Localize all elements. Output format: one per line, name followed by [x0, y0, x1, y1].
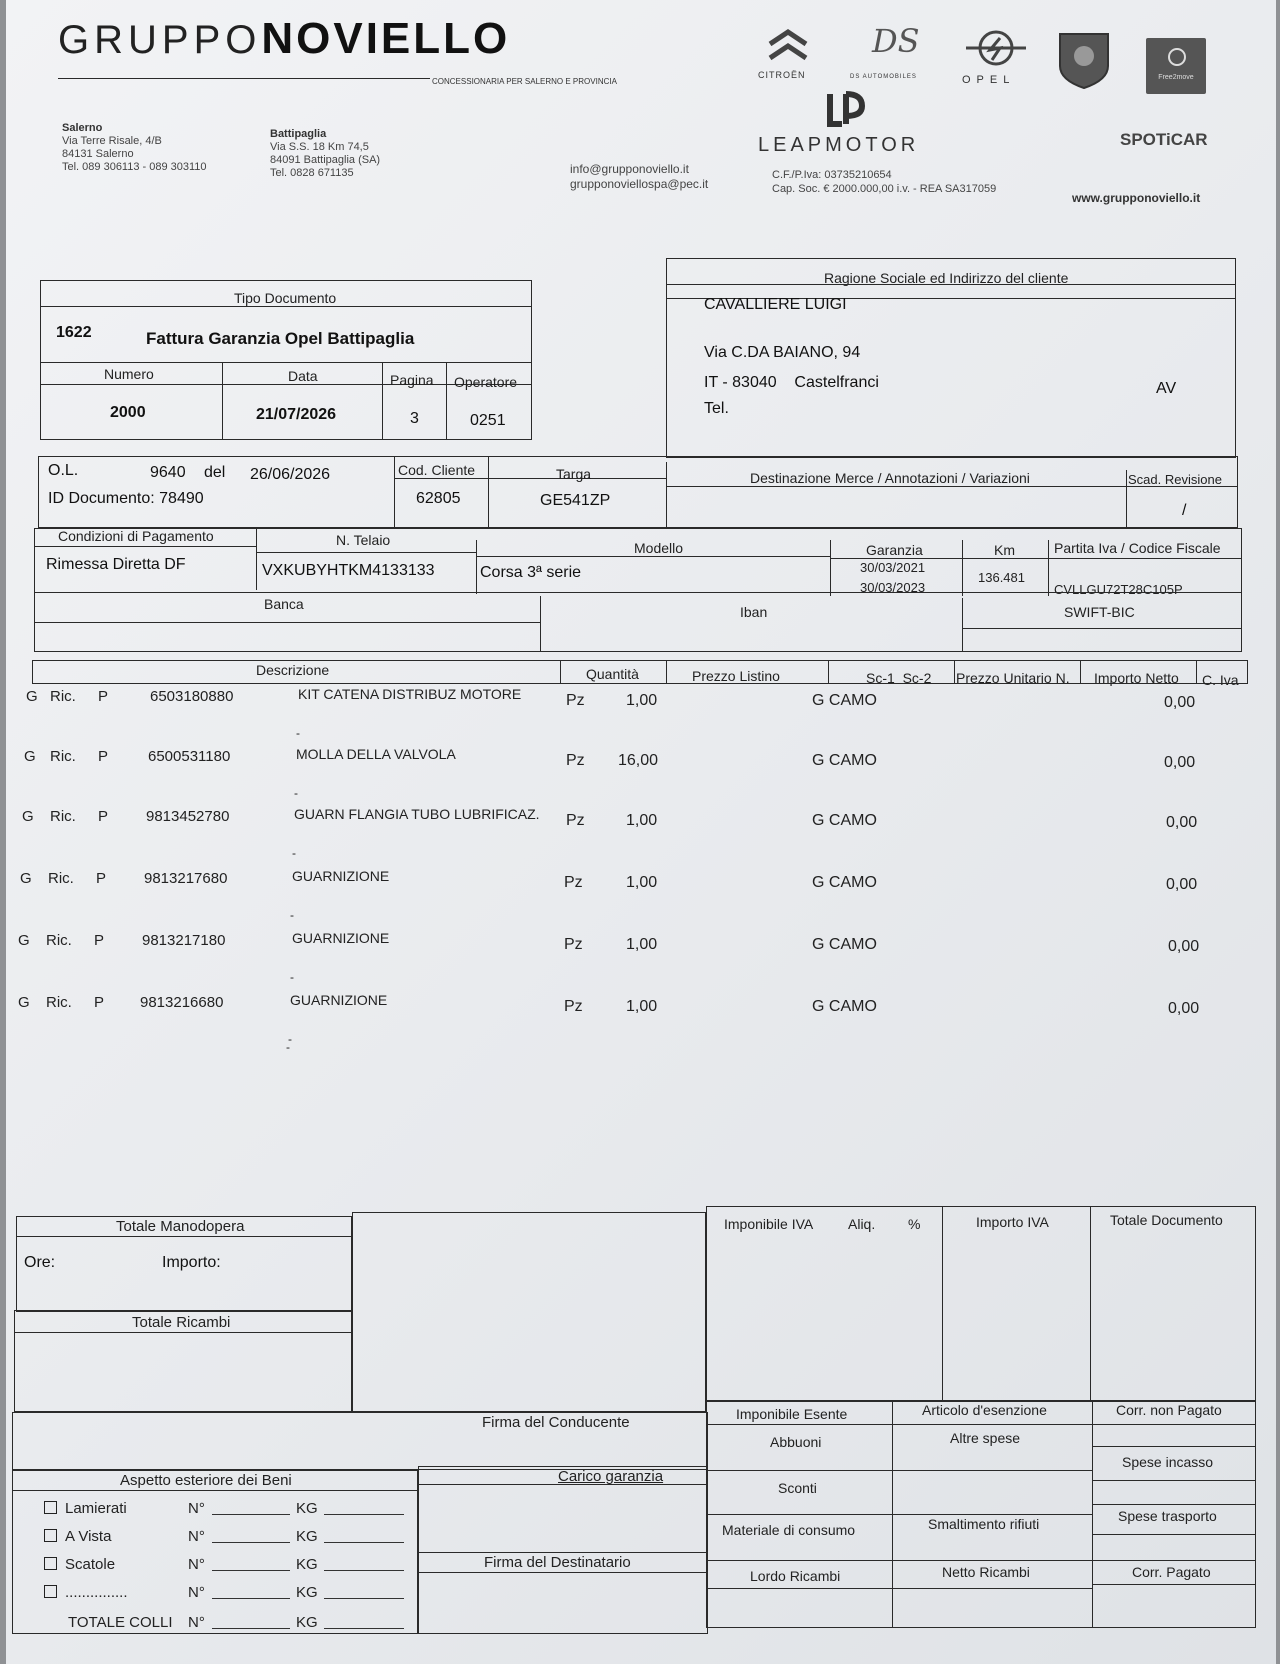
item-desc: GUARNIZIONE [290, 992, 388, 1008]
item-p: P [98, 748, 109, 765]
item-desc: GUARN FLANGIA TUBO LUBRIFICAZ. [294, 806, 540, 822]
item-desc: GUARNIZIONE [292, 868, 390, 884]
item-iva: G CAMO [812, 874, 877, 891]
operatore-value: 0251 [470, 412, 506, 429]
client-address: Via C.DA BAIANO, 94 [704, 344, 861, 361]
telaio-value: VXKUBYHTKM4133133 [262, 562, 435, 579]
item-um: Pz [564, 998, 583, 1015]
item-qty: 1,00 [626, 692, 658, 709]
brand-ds: DS AUTOMOBILES [850, 74, 917, 80]
operatore-label: Operatore [454, 374, 518, 390]
invoice-page [6, 0, 1276, 1664]
item-p: P [98, 688, 109, 705]
doc-type: Fattura Garanzia Opel Battipaglia [146, 329, 415, 348]
importo-label: Importo: [162, 1254, 221, 1271]
company-emails [570, 162, 708, 192]
aspetto-label: Aspetto esteriore dei Beni [120, 1472, 292, 1489]
col-c-iva: C. Iva [1202, 672, 1239, 688]
sconti-label: Sconti [778, 1480, 817, 1496]
col-importo-netto: Importo Netto [1094, 670, 1179, 686]
item-ric: Ric. [46, 994, 72, 1011]
kg-label: KG [296, 1556, 318, 1573]
item-g: G [22, 808, 34, 825]
kg-label: KG [296, 1614, 318, 1631]
n-label: N° [188, 1556, 205, 1573]
client-label: Ragione Sociale ed Indirizzo del cliente [824, 270, 1069, 286]
bene-row [44, 1556, 115, 1573]
bene-label: ............... [65, 1584, 128, 1601]
item-dash: - [290, 908, 294, 922]
office-line: Tel. 0828 671135 [270, 167, 354, 179]
carico-garanzia-label: Carico garanzia [558, 1468, 664, 1485]
item-g: G [18, 994, 30, 1011]
cod-cliente-label: Cod. Cliente [398, 462, 476, 478]
item-row [6, 746, 1276, 800]
item-importo: 0,00 [1166, 814, 1198, 831]
brand-free2move: Free2move [1158, 74, 1194, 81]
scatole-checkbox[interactable] [44, 1557, 57, 1570]
item-importo: 0,00 [1166, 876, 1198, 893]
company-fiscal [772, 168, 996, 196]
totale-manodopera-label: Totale Manodopera [116, 1218, 245, 1235]
smaltimento-rifiuti-label: Smaltimento rifiuti [928, 1516, 1040, 1532]
office-line: Via Terre Risale, 4/B [62, 135, 162, 147]
leapmotor-logo [822, 90, 866, 135]
destinazione-label: Destinazione Merce / Annotazioni / Variazioni [750, 470, 1030, 486]
item-dash: - [290, 970, 294, 984]
client-province: AV [1156, 380, 1177, 397]
lamierati-checkbox[interactable] [44, 1501, 57, 1514]
col-sc: Sc-1 Sc-2 [866, 670, 932, 686]
articolo-esenzione-label: Articolo d'esenzione [922, 1402, 1047, 1418]
item-desc: GUARNIZIONE [292, 930, 390, 946]
item-g: G [26, 688, 38, 705]
company-website: www.grupponoviello.it [1072, 191, 1201, 205]
email-info: info@grupponoviello.it [570, 162, 689, 176]
iban-label: Iban [740, 604, 768, 620]
item-qty: 16,00 [618, 752, 659, 769]
item-code: 9813216680 [140, 994, 224, 1011]
peugeot-logo [1056, 30, 1112, 95]
trailing-dash: - [286, 1040, 290, 1054]
n-label: N° [188, 1500, 205, 1517]
pagina-label: Pagina [390, 372, 434, 388]
banca-label: Banca [264, 596, 304, 612]
office-city: Salerno [62, 122, 103, 134]
item-iva: G CAMO [812, 752, 877, 769]
modello-label: Modello [634, 540, 684, 556]
item-um: Pz [564, 874, 583, 891]
item-importo: 0,00 [1168, 1000, 1200, 1017]
logo-light: GRUPPO [58, 18, 262, 62]
brand-citroen: CITROËN [758, 70, 806, 80]
citroen-logo [766, 26, 810, 71]
aliq-label: Aliq. [848, 1216, 876, 1232]
opel-logo [964, 30, 1028, 71]
scad-revisione-value: / [1182, 502, 1187, 519]
n-label: N° [188, 1528, 205, 1545]
col-prezzo-listino: Prezzo Listino [692, 668, 780, 684]
item-um: Pz [566, 692, 585, 709]
fiscal-line: Cap. Soc. € 2000.000,00 i.v. - REA SA317059 [772, 183, 997, 195]
spese-incasso-label: Spese incasso [1122, 1454, 1214, 1470]
item-qty: 1,00 [626, 874, 658, 891]
email-pec: grupponoviellospa@pec.it [570, 177, 709, 191]
item-g: G [24, 748, 36, 765]
corr-pagato-label: Corr. Pagato [1132, 1564, 1211, 1580]
modello-value: Corsa 3ª serie [480, 564, 582, 581]
item-iva: G CAMO [812, 812, 877, 829]
item-desc: MOLLA DELLA VALVOLA [296, 746, 456, 762]
item-g: G [20, 870, 32, 887]
percent-label: % [908, 1216, 921, 1232]
imponibile-iva-label: Imponibile IVA [724, 1216, 814, 1232]
item-importo: 0,00 [1168, 938, 1200, 955]
item-code: 6503180880 [150, 688, 234, 705]
company-tagline: CONCESSIONARIA PER SALERNO E PROVINCIA [432, 77, 617, 86]
bene-row [44, 1528, 111, 1545]
item-code: 9813452780 [146, 808, 230, 825]
company-logo [58, 14, 510, 70]
office-line: 84091 Battipaglia (SA) [270, 154, 381, 166]
doc-type-label: Tipo Documento [234, 290, 337, 306]
numero-label: Numero [104, 366, 154, 382]
garanzia-end: 30/03/2023 [860, 580, 926, 595]
doc-code: 1622 [56, 324, 92, 341]
totale-documento-label: Totale Documento [1110, 1212, 1223, 1228]
kg-label: KG [296, 1500, 318, 1517]
item-code: 9813217680 [144, 870, 228, 887]
aspetto-box [12, 1470, 418, 1634]
item-importo: 0,00 [1164, 694, 1196, 711]
office-battipaglia [270, 128, 380, 180]
ol-number: 9640 [150, 464, 186, 481]
iva-box [706, 1206, 1256, 1402]
bene-row [44, 1584, 128, 1601]
item-ric: Ric. [50, 748, 76, 765]
altre-spese-label: Altre spese [950, 1430, 1021, 1446]
targa-label: Targa [556, 466, 592, 482]
lordo-ricambi-label: Lordo Ricambi [750, 1568, 841, 1584]
ds-logo: DS [872, 22, 920, 60]
item-ric: Ric. [50, 808, 76, 825]
garanzia-start: 30/03/2021 [860, 560, 926, 575]
item-qty: 1,00 [626, 812, 658, 829]
km-label: Km [994, 542, 1015, 558]
item-qty: 1,00 [626, 998, 658, 1015]
logo-underline [58, 78, 430, 79]
item-iva: G CAMO [812, 936, 877, 953]
swift-label: SWIFT-BIC [1064, 604, 1135, 620]
item-desc: KIT CATENA DISTRIBUZ MOTORE [298, 686, 522, 702]
item-p: P [96, 870, 107, 887]
client-tel: Tel. [704, 400, 729, 417]
ol-del: del [204, 464, 226, 481]
office-line: 84131 Salerno [62, 148, 134, 160]
telaio-label: N. Telaio [336, 532, 391, 548]
data-value: 21/07/2026 [256, 406, 337, 423]
item-importo: 0,00 [1164, 754, 1196, 771]
item-iva: G CAMO [812, 692, 877, 709]
item-iva: G CAMO [812, 998, 877, 1015]
item-dash: - [292, 846, 296, 860]
item-row [6, 806, 1276, 860]
netto-ricambi-label: Netto Ricambi [942, 1564, 1030, 1580]
item-p: P [94, 932, 105, 949]
importo-iva-label: Importo IVA [976, 1214, 1049, 1230]
cond-pagamento-label: Condizioni di Pagamento [58, 528, 214, 544]
garanzia-label: Garanzia [866, 542, 923, 558]
bene-row [44, 1500, 127, 1517]
item-row [6, 686, 1276, 740]
item-ric: Ric. [46, 932, 72, 949]
free2move-logo [1146, 38, 1206, 94]
data-label: Data [288, 368, 318, 384]
item-ric: Ric. [50, 688, 76, 705]
client-city: IT - 83040 Castelfranci [704, 374, 879, 391]
bene-label: Scatole [65, 1556, 116, 1573]
firma-destinatario-label: Firma del Destinatario [484, 1554, 631, 1571]
office-salerno [62, 122, 207, 174]
item-um: Pz [564, 936, 583, 953]
other-checkbox[interactable] [44, 1585, 57, 1598]
kg-label: KG [296, 1584, 318, 1601]
office-line: Tel. 089 306113 - 089 303110 [62, 161, 207, 173]
col-prezzo-unitario: Prezzo Unitario N. [956, 670, 1070, 686]
client-name: CAVALLIERE LUIGI [704, 296, 847, 313]
spese-trasporto-label: Spese trasporto [1118, 1508, 1217, 1524]
item-row [6, 868, 1276, 922]
ol-label: O.L. [48, 462, 79, 479]
targa-value: GE541ZP [540, 492, 611, 509]
logo-bold: NOVIELLO [261, 14, 511, 63]
brand-leapmotor: LEAPMOTOR [758, 134, 920, 156]
cod-cliente-value: 62805 [416, 490, 461, 507]
middle-upper-box [352, 1212, 706, 1412]
totale-colli-label: TOTALE COLLI [68, 1614, 173, 1631]
item-p: P [98, 808, 109, 825]
col-quantita: Quantità [586, 666, 639, 682]
pagina-value: 3 [410, 410, 419, 427]
item-p: P [94, 994, 105, 1011]
office-city: Battipaglia [270, 128, 327, 140]
n-label: N° [188, 1614, 205, 1631]
bene-label: A Vista [65, 1528, 112, 1545]
imponibile-esente-label: Imponibile Esente [736, 1406, 848, 1422]
scad-revisione-label: Scad. Revisione [1128, 472, 1222, 487]
brand-spoticar: SPOTiCAR [1120, 130, 1208, 149]
abbuoni-label: Abbuoni [770, 1434, 822, 1450]
ol-date: 26/06/2026 [250, 466, 331, 483]
item-code: 9813217180 [142, 932, 226, 949]
corr-non-pagato-label: Corr. non Pagato [1116, 1402, 1222, 1418]
piva-label: Partita Iva / Codice Fiscale [1054, 540, 1221, 556]
firma-conducente-label: Firma del Conducente [482, 1414, 630, 1431]
cond-pagamento-value: Rimessa Diretta DF [46, 556, 186, 573]
ore-label: Ore: [24, 1254, 56, 1271]
n-label: N° [188, 1584, 205, 1601]
item-row [6, 930, 1276, 984]
item-dash: - [296, 726, 300, 740]
piva-value: CVLLGU72T28C105P [1054, 582, 1183, 597]
km-value: 136.481 [978, 570, 1025, 585]
item-um: Pz [566, 812, 585, 829]
item-dash: - [288, 1032, 292, 1046]
id-documento: ID Documento: 78490 [48, 490, 204, 507]
brand-opel: OPEL [962, 74, 1016, 86]
item-code: 6500531180 [148, 748, 231, 765]
item-dash: - [294, 786, 298, 800]
fiscal-line: C.F./P.Iva: 03735210654 [772, 169, 892, 181]
numero-value: 2000 [110, 404, 146, 421]
item-g: G [18, 932, 30, 949]
office-line: Via S.S. 18 Km 74,5 [270, 141, 369, 153]
item-um: Pz [566, 752, 585, 769]
col-descrizione: Descrizione [256, 662, 330, 678]
carico-garanzia-box [418, 1466, 708, 1634]
bene-label: Lamierati [65, 1500, 127, 1517]
item-row [6, 992, 1276, 1046]
item-qty: 1,00 [626, 936, 658, 953]
materiale-consumo-label: Materiale di consumo [722, 1522, 856, 1538]
totale-ricambi-label: Totale Ricambi [132, 1314, 231, 1331]
kg-label: KG [296, 1528, 318, 1545]
a-vista-checkbox[interactable] [44, 1529, 57, 1542]
item-ric: Ric. [48, 870, 74, 887]
